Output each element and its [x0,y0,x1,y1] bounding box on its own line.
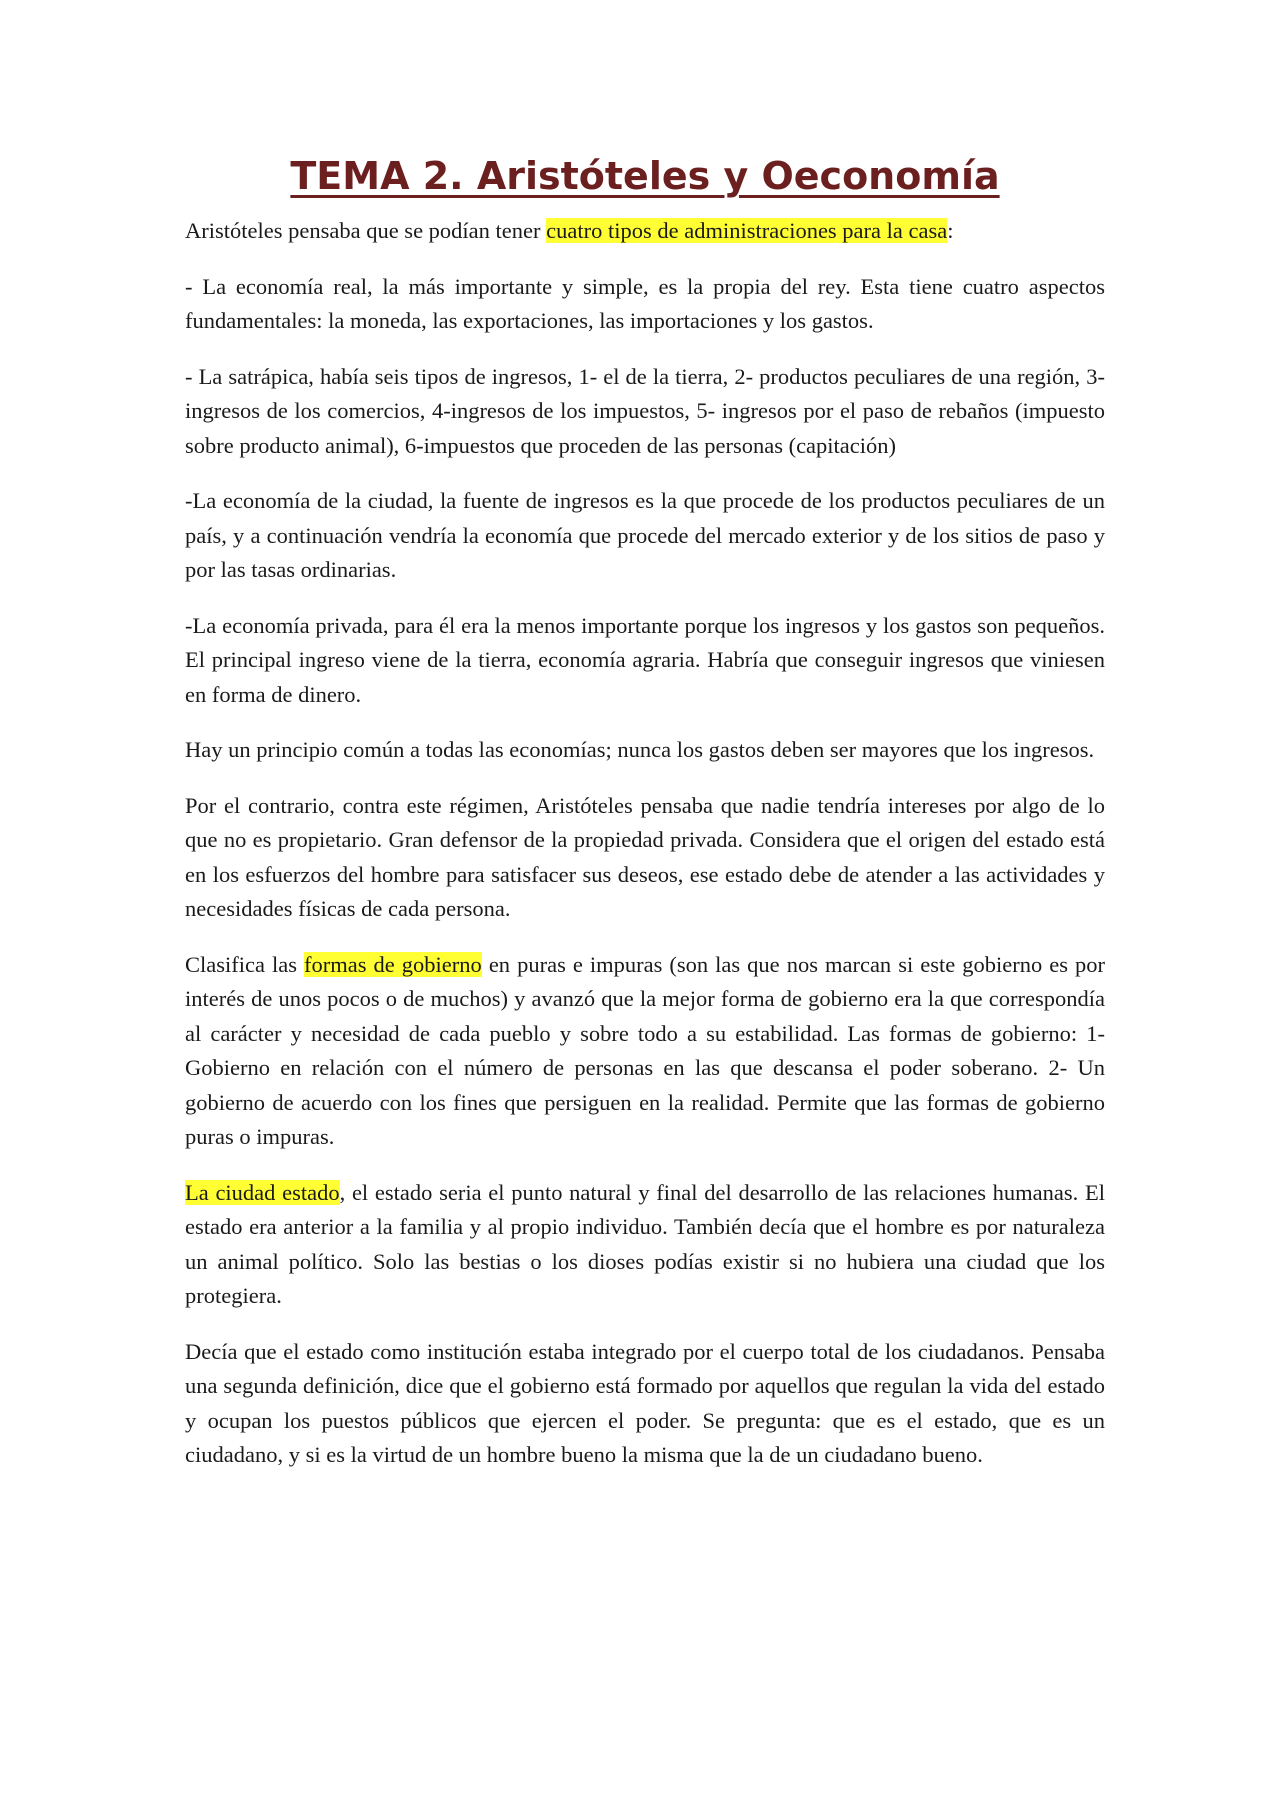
paragraph-estado-institucion: Decía que el estado como institución estaba integrado por el cuerpo total de los ciudadanos. Pensaba una segunda definición, dice que el gobierno está formado por aquellos que regulan la vida del estado y ocupan los puestos públicos que ejercen el poder. Se pregunta: que es el estado, que es un ciudadano, y si es la virtud de un hombre bueno la misma que la de un ciudadano bueno. [185,1338,1105,1467]
paragraph-propiedad-privada: Por el contrario, contra este régimen, Aristóteles pensaba que nadie tendría intereses por algo de lo que no es propietario. Gran defensor de la propiedad privada. Considera que el origen del estado está en los esfuerzos del hombre para satisfacer sus deseos, ese estado debe de atender a las actividades y necesidades físicas de cada persona. [185,792,1105,921]
paragraph-principio-comun: Hay un principio común a todas las economías; nunca los gastos deben ser mayores que los ingresos. [185,737,1095,762]
paragraph-text: Clasifica las [185,951,305,977]
paragraph-formas-gobierno [185,948,1105,1155]
paragraph-text: Aristóteles pensaba que se podían tener [185,218,547,243]
document-page [185,150,1105,1494]
paragraph-intro [185,214,1105,249]
paragraph-text: : [947,218,954,243]
paragraph-economia-real: - La economía real, la más importante y simple, es la propia del rey. Esta tiene cuatro aspectos fundamentales: la moneda, las exportaciones, las importaciones y los gastos. [185,273,1105,333]
paragraph-satrapica: - La satrápica, había seis tipos de ingresos, 1- el de la tierra, 2- productos peculiares de una región, 3- ingresos de los comercios, 4-ingresos de los impuestos, 5- ingresos por el paso de rebaños (impuesto sobre producto animal), 6-impuestos que proceden de las personas (capitación) [185,363,1105,458]
paragraph-economia-privada: -La economía privada, para él era la menos importante porque los ingresos y los gastos son pequeños. El principal ingreso viene de la tierra, economía agraria. Habría que conseguir ingresos que viniesen en forma de dinero. [185,612,1105,707]
paragraph-ciudad-estado [185,1176,1105,1314]
highlighted-text: La ciudad estado [185,1179,340,1205]
paragraph-text: en puras e impuras (son las que nos marcan si este gobierno es por interés de unos pocos o de muchos) y avanzó que la mejor forma de gobierno era la que correspondía al carácter y necesidad de cada pueblo y sobre todo a su estabilidad. Las formas de gobierno: 1- Gobierno en relación con el número de personas en las que descansa el poder soberano. 2- Un gobierno de acuerdo con los fines que persiguen en la realidad. Permite que las formas de gobierno puras o impuras. [185,951,1106,1149]
highlighted-text: cuatro tipos de administraciones para la casa [546,218,948,243]
paragraph-text: , el estado seria el punto natural y final del desarrollo de las relaciones humanas. El estado era anterior a la familia y al propio individuo. También decía que el hombre es por naturaleza un animal político. Solo las bestias o los dioses podías existir si no hubiera una ciudad que los protegiera. [185,1179,1105,1308]
document-title: TEMA 2. Aristóteles y Oeconomía [290,154,1000,198]
highlighted-text: formas de gobierno [304,951,482,977]
paragraph-economia-ciudad: -La economía de la ciudad, la fuente de ingresos es la que procede de los productos peculiares de un país, y a continuación vendría la economía que procede del mercado exterior y de los sitios de paso y por las tasas ordinarias. [185,488,1105,582]
